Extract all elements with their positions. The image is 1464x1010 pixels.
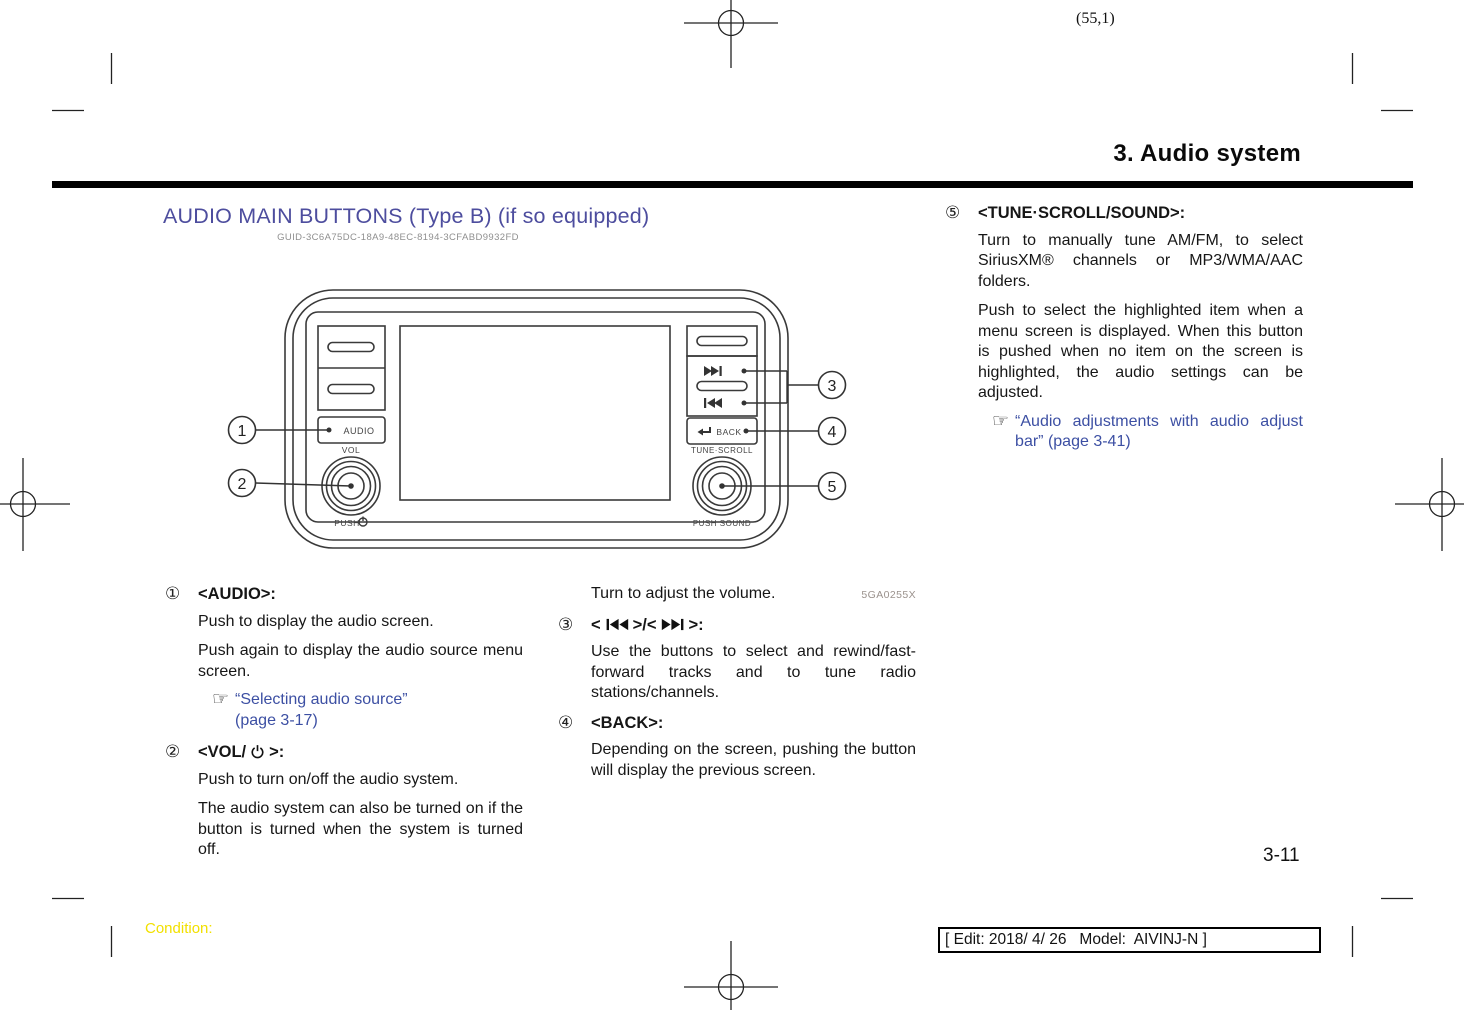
item-back-heading: <BACK>:	[591, 713, 664, 732]
rewind-icon	[704, 398, 722, 408]
callout-number-1: 1	[237, 423, 247, 440]
item-vol-heading	[198, 742, 523, 763]
head-unit-figure	[203, 246, 873, 576]
item-vol-continuation-text: Turn to adjust the volume.	[591, 585, 776, 602]
link-line-2[interactable]: (page 3-17)	[235, 711, 318, 729]
cross-reference-audio-adjustments[interactable]	[978, 412, 1303, 453]
item-tune-heading: <TUNE·SCROLL/SOUND>:	[978, 204, 1186, 222]
item-back	[560, 713, 916, 782]
edit-stamp: [ Edit: 2018/ 4/ 26 Model: AIVINJ-N ]	[938, 927, 1321, 953]
head-unit-drawing	[203, 246, 873, 576]
display-screen	[400, 326, 670, 500]
item-vol-marker: ②	[165, 742, 181, 761]
power-icon	[250, 744, 265, 759]
callout-number-3: 3	[827, 378, 837, 395]
item-vol-power	[167, 742, 523, 861]
left-button-pill-2	[328, 385, 374, 394]
text-column-2	[560, 584, 916, 790]
callout-number-4: 4	[827, 424, 837, 441]
link-line-1[interactable]: “Selecting audio source”	[235, 691, 408, 708]
fast-forward-icon	[704, 366, 722, 376]
cross-reference-link[interactable]: “Audio adjustments with audio adjust bar” (page 3-41)	[1015, 412, 1303, 450]
left-button-pill-1	[328, 343, 374, 352]
item-audio-paragraph-1: Push to display the audio screen.	[198, 612, 434, 630]
crop-mark-bottom-right	[1353, 899, 1414, 958]
right-button-pill-top	[697, 337, 747, 346]
section-guid: GUID-3C6A75DC-18A9-48EC-8194-3CFABD9932FD	[277, 232, 519, 243]
figure-code: 5GA0255X	[861, 589, 916, 601]
tune-scroll-label: TUNE·SCROLL	[691, 446, 753, 455]
registration-mark-left-middle	[0, 458, 70, 551]
crop-mark-bottom-left	[52, 899, 112, 958]
item-seek-heading	[591, 615, 916, 636]
item-back-marker: ④	[558, 712, 574, 732]
registration-mark-right-middle	[1395, 458, 1464, 551]
crop-mark-top-left	[52, 53, 112, 111]
item-seek-marker: ③	[558, 614, 574, 634]
item-tune-scroll-sound	[947, 203, 1303, 453]
item-tune-paragraph-1: Turn to manually tune AM/FM, to select SiriusXM® channels or MP3/WMA/AAC folders.	[978, 231, 1303, 290]
crop-mark-top-right	[1353, 53, 1414, 111]
item-audio-heading: <AUDIO>:	[198, 585, 276, 603]
page-number: 3-11	[1263, 845, 1300, 866]
bezel-outline-inner	[293, 298, 780, 540]
chapter-header: 3. Audio system	[1113, 140, 1301, 167]
item-tune-paragraph-2: Push to select the highlighted item when a menu screen is displayed. When this button is pushed when no item on the screen is highlighted, the audio settings can be adjusted.	[978, 302, 1303, 401]
vol-heading-post: >:	[269, 743, 285, 761]
chapter-rule	[52, 181, 1413, 188]
item-vol-continuation	[560, 584, 916, 606]
text-column-1	[167, 584, 523, 870]
registration-mark-bottom-center	[684, 941, 778, 1010]
item-seek	[560, 615, 916, 704]
condition-label: Condition:	[145, 920, 213, 937]
seek-heading-mid: >/<	[632, 615, 657, 634]
item-vol-paragraph-1: Push to turn on/off the audio system.	[198, 770, 459, 788]
back-button-label: BACK	[716, 427, 742, 437]
item-audio	[167, 584, 523, 731]
pointing-hand-icon: ☞	[992, 410, 1010, 432]
callout-number-2: 2	[237, 476, 247, 493]
item-seek-paragraph-1: Use the buttons to select and rewind/fast-forward tracks and to tune radio stations/channels.	[591, 643, 916, 701]
back-arrow-icon	[698, 427, 712, 436]
seek-heading-post: >:	[688, 615, 704, 634]
callout-number-5: 5	[827, 479, 837, 496]
cross-reference-selecting-audio-source[interactable]	[198, 690, 523, 731]
seek-heading-pre: <	[591, 615, 601, 634]
cross-reference-link[interactable]	[235, 690, 408, 731]
item-back-paragraph-1: Depending on the screen, pushing the button will display the previous screen.	[591, 741, 916, 779]
vol-label: VOL	[341, 445, 361, 455]
section-title: AUDIO MAIN BUTTONS (Type B) (if so equipped)	[163, 204, 650, 228]
fast-forward-icon	[661, 618, 685, 631]
sheet-index: (55,1)	[1076, 10, 1115, 27]
seek-divider-pill	[697, 382, 747, 391]
item-vol-paragraph-2: The audio system can also be turned on if the button is turned when the system is turned off.	[198, 800, 523, 858]
item-audio-marker: ①	[165, 584, 181, 603]
rewind-icon	[605, 618, 629, 631]
item-audio-paragraph-2: Push again to display the audio source menu screen.	[198, 642, 523, 680]
vol-heading-pre: <VOL/	[198, 743, 247, 761]
audio-button-label: AUDIO	[343, 426, 375, 436]
push-label: PUSH	[334, 518, 360, 528]
item-tune-marker: ⑤	[945, 203, 961, 222]
push-sound-label: PUSH SOUND	[692, 519, 752, 528]
text-column-3	[947, 203, 1303, 464]
registration-mark-top-center	[684, 0, 778, 68]
pointing-hand-icon: ☞	[212, 689, 230, 710]
